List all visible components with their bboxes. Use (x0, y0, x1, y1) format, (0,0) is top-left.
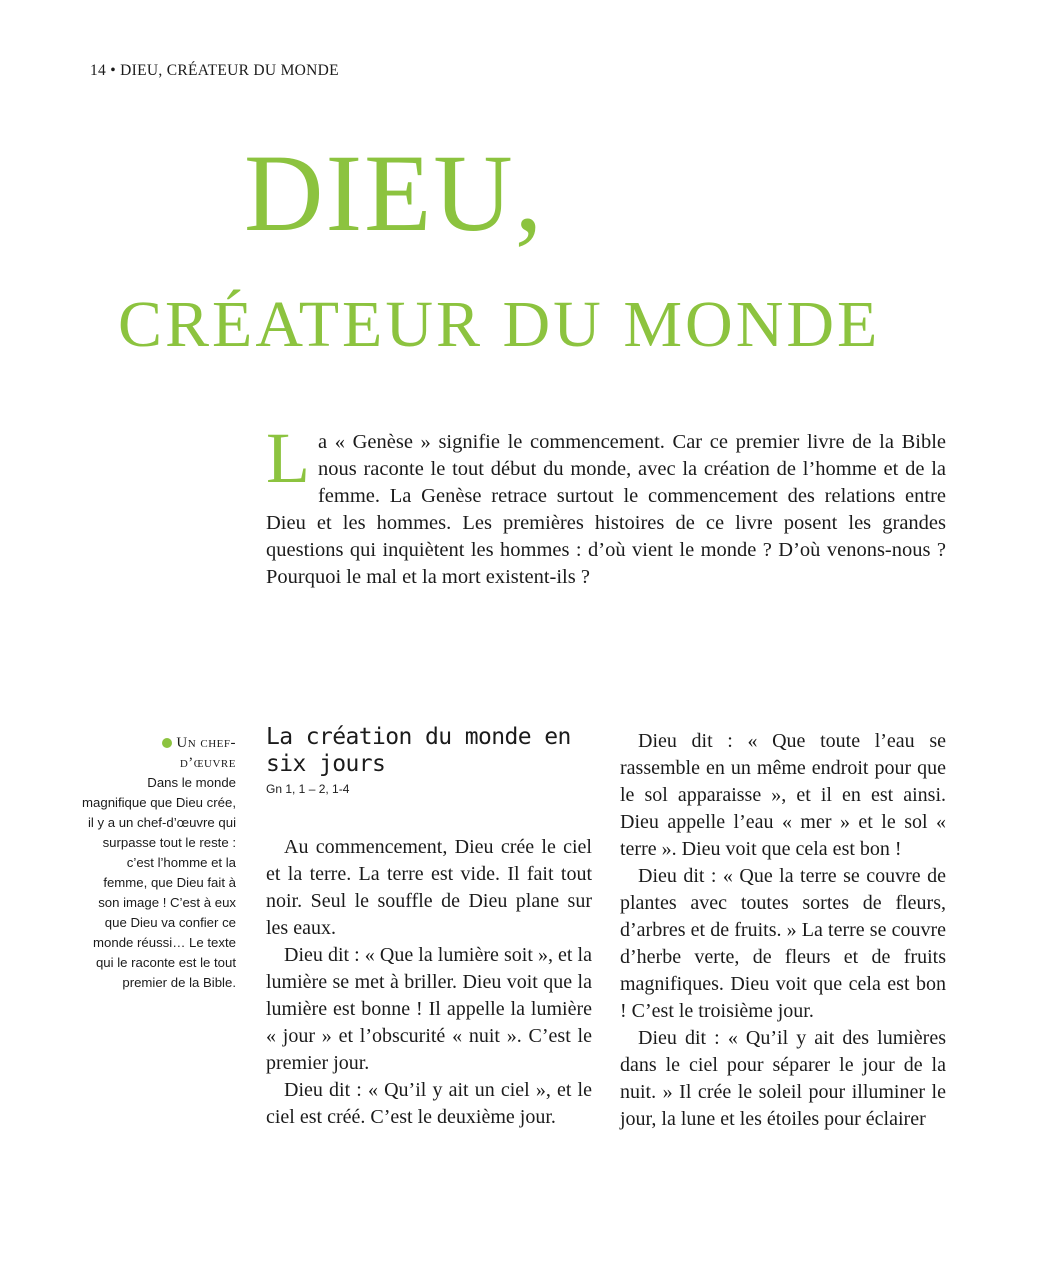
sidebar-text: Dans le monde magnifique que Dieu crée, il y a un chef-d’œuvre qui surpasse tout le reste : c’est l’homme et la femme, que Dieu fait à son image ! C’est à eux que Dieu va confier ce monde réussi… Le texte qui le raconte est le tout premier de la Bible. (82, 775, 236, 990)
drop-cap: L (266, 418, 310, 498)
sidebar-title-line-2: d’œuvre (179, 755, 236, 771)
paragraph: Dieu dit : « Que la terre se couvre de plantes avec toutes sortes de fleurs, d’arbres et de fruits. » La terre se couvre d’herbe verte, de fleurs et de fruits magnifiques. Dieu voit que cela est bon ! C’est le troisième jour. (620, 865, 946, 1022)
running-head: 14 • DIEU, CRÉATEUR DU MONDE (90, 62, 339, 79)
paragraph: Dieu dit : « Qu’il y ait des lumières dans le ciel pour séparer le jour de la nuit. » Il crée le soleil pour illuminer le jour, la lune et les étoiles pour éclairer (620, 1027, 946, 1130)
sidebar-note (82, 733, 236, 993)
intro-paragraph (266, 418, 946, 591)
intro-text: a « Genèse » signifie le commencement. Car ce premier livre de la Bible nous raconte le tout début du monde, avec la création de l’homme et de la femme. La Genèse retrace surtout le commencement des relations entre Dieu et les hommes. Les premières histoires de ce livre posent les grandes questions qui inquiètent les hommes : d’où vient le monde ? D’où venons-nous ? Pourquoi le mal et la mort existent-ils ? (266, 431, 946, 588)
scripture-reference: Gn 1, 1 – 2, 1-4 (266, 782, 350, 796)
sidebar-title (82, 733, 236, 773)
paragraph: Au commencement, Dieu crée le ciel et la terre. La terre est vide. Il fait tout noir. Seul le souffle de Dieu plane sur les eaux. (266, 836, 592, 939)
section-title: La création du monde en six jours (266, 724, 571, 777)
bullet-dot-icon (162, 738, 172, 748)
sidebar-title-line-1: Un chef- (176, 735, 236, 751)
paragraph: Dieu dit : « Qu’il y ait un ciel », et le ciel est créé. C’est le deuxième jour. (266, 1079, 592, 1128)
chapter-title-line-1: DIEU, (244, 132, 545, 254)
paragraph: Dieu dit : « Que toute l’eau se rassemble en un même endroit pour que le sol apparaisse », et il en est ainsi. Dieu appelle l’eau « mer » et le sol « terre ». Dieu voit que cela est bon ! (620, 730, 946, 860)
chapter-title-line-2: CRÉATEUR DU MONDE (118, 288, 881, 361)
paragraph: Dieu dit : « Que la lumière soit », et la lumière se met à briller. Dieu voit que la lumière est bonne ! Il appelle la lumière « jour » et l’obscurité « nuit ». C’est le premier jour. (266, 944, 592, 1074)
text-column-2 (620, 728, 946, 1133)
text-column-1 (266, 724, 592, 1131)
